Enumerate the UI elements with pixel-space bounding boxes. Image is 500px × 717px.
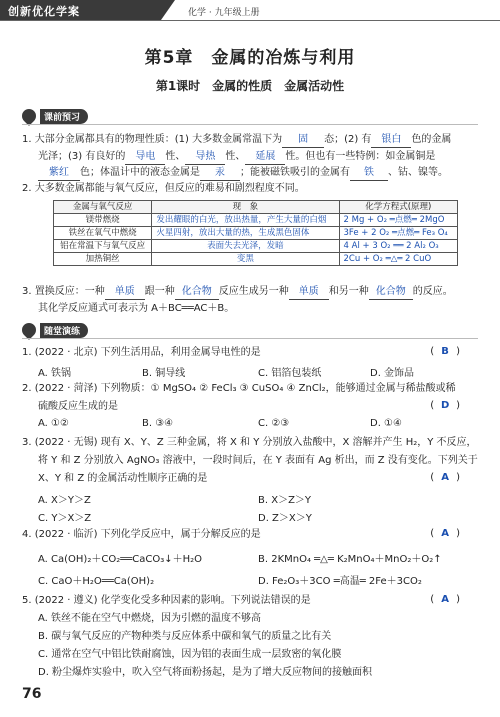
mc5-option: B. 碳与氧气反应的产物种类与反应体系中碳和氧气的质量之比有关 (38, 631, 332, 642)
mc2-answer: ( D ) (430, 400, 460, 411)
pencil-icon (19, 320, 39, 340)
mc3-option: B. X＞Z＞Y (258, 495, 312, 506)
mc2-stem: 2. (2022 · 菏泽) 下列物质：① MgSO₄ ② FeCl₃ ③ CuSO₄ ④ ZnCl₂，能够通过金属与稀盐酸或稀 (22, 383, 456, 394)
mc1-option: A. 铁锅 (38, 368, 72, 379)
course-label: 化学 · 九年级上册 (188, 8, 260, 18)
mc5-option: A. 铁丝不能在空气中燃烧，因为引燃的温度不够高 (38, 613, 262, 624)
q1-line2: 光泽；(3) 有良好的 导电 性、 导热 性、 延展 性。但也有一些特例：如金属铜是 (38, 150, 435, 165)
mc1-option: B. 铜导线 (142, 368, 186, 379)
mc1-stem: 1. (2022 · 北京) 下列生活用品，利用金属导电性的是 (22, 347, 261, 358)
reaction-table (53, 200, 458, 266)
mc2-stem-cont: 硫酸反应生成的是 (38, 401, 118, 412)
mc3-answer: ( A ) (430, 472, 460, 483)
section-practice (22, 322, 88, 338)
brand-title: 创新优化学案 (8, 5, 80, 18)
q1-line3: 紫红 色；体温计中的液态金属是 汞 ；能被磁铁吸引的金属有 铁 、钴、镍等。 (38, 166, 448, 181)
mc3-option: C. Y＞X＞Z (38, 513, 92, 524)
mc4-stem: 4. (2022 · 临沂) 下列化学反应中，属于分解反应的是 (22, 529, 261, 540)
section-preview (22, 108, 88, 124)
q1-blank7: 汞 (200, 166, 240, 181)
chapter-title: 第5章 金属的冶炼与利用 (144, 48, 356, 68)
section-label: 随堂演练 (40, 323, 88, 338)
q3-blank3: 单质 (289, 285, 329, 300)
mc3-stem: 3. (2022 · 无锡) 现有 X、Y、Z 三种金属，将 X 和 Y 分别放入盐酸中，X 溶解并产生 H₂，Y 不反应， (22, 437, 477, 448)
mc2-option: D. ①④ (370, 418, 402, 429)
mc5-option: C. 通常在空气中铝比铁耐腐蚀，因为铝的表面生成一层致密的氧化膜 (38, 649, 342, 660)
table-row: 镁带燃烧 发出耀眼的白光，放出热量，产生大量的白烟 2 Mg + O₂ ═点燃═ 2MgO (54, 214, 458, 227)
q1-blank3: 导电 (125, 150, 165, 165)
mc5-option: D. 粉尘爆炸实验中，吹入空气将面粉扬起，是为了增大反应物间的接触面积 (38, 667, 373, 678)
header-rule (0, 20, 500, 21)
q1-blank4: 导热 (185, 150, 225, 165)
mc3-stem-cont: X、Y 和 Z 的金属活动性顺序正确的是 (38, 473, 208, 484)
mc2-option: B. ③④ (142, 418, 174, 429)
q1-line1: 1. 大部分金属都具有的物理性质：(1) 大多数金属常温下为 固 态；(2) 有 银白 色的金属 (22, 133, 451, 148)
section-label: 课前预习 (40, 109, 88, 124)
q3-blank2: 化合物 (175, 285, 219, 300)
section-divider (22, 338, 478, 339)
mc4-option: C. CaO＋H₂O══Ca(OH)₂ (38, 576, 155, 587)
mc3-stem-cont: 将 Y 和 Z 分别放入 AgNO₃ 溶液中，一段时间后，在 Y 表面有 Ag 析出，而 Z 没有变化。下列关于 (38, 455, 478, 466)
page-number: 76 (22, 686, 42, 702)
mc3-option: A. X＞Y＞Z (38, 495, 91, 506)
table-header-row (54, 201, 458, 214)
mc5-stem: 5. (2022 · 遵义) 化学变化受多种因素的影响。下列说法错误的是 (22, 595, 311, 606)
mc1-option: C. 铝箔包装纸 (258, 368, 322, 379)
table-row: 铝在常温下与氧气反应 表面失去光泽，发暗 4 Al + 3 O₂ ══ 2 Al₂ O₃ (54, 240, 458, 253)
mc3-option: D. Z＞X＞Y (258, 513, 312, 524)
mc4-option: A. Ca(OH)₂＋CO₂══CaCO₃↓＋H₂O (38, 554, 202, 565)
page-header (0, 0, 500, 22)
mc1-answer: ( B ) (430, 346, 460, 357)
q1-blank5: 延展 (245, 150, 285, 165)
section-divider (22, 124, 478, 125)
mc4-option: D. Fe₂O₃＋3CO ═高温═ 2Fe＋3CO₂ (258, 576, 422, 587)
q2-text: 2. 大多数金属都能与氧气反应，但反应的难易和剧烈程度不同。 (22, 183, 305, 194)
lesson-title: 第1课时 金属的性质 金属活动性 (155, 79, 345, 93)
pencil-icon (19, 106, 39, 126)
q1-blank6: 紫红 (38, 166, 80, 181)
q3-line2: 其化学反应通式可表示为 A＋BC══AC＋B。 (38, 303, 235, 314)
q1-blank2: 银白 (371, 133, 411, 148)
q3-blank4: 化合物 (369, 285, 413, 300)
table-header: 现 象 (152, 201, 339, 214)
table-row: 铁丝在氧气中燃烧 火星四射，放出大量的热，生成黑色固体 3Fe + 2 O₂ ═点燃═ Fe₃ O₄ (54, 227, 458, 240)
mc4-answer: ( A ) (430, 528, 460, 539)
q1-blank8: 铁 (350, 166, 388, 181)
q3-line1: 3. 置换反应：一种 单质 跟一种 化合物 反应生成另一种 单质 和另一种 化合物 的反应。 (22, 285, 453, 300)
q3-blank1: 单质 (105, 285, 145, 300)
mc2-option: C. ②③ (258, 418, 290, 429)
mc4-option: B. 2KMnO₄ ═△═ K₂MnO₄＋MnO₂＋O₂↑ (258, 554, 442, 565)
table-header: 化学方程式(原理) (339, 201, 457, 214)
mc1-option: D. 金饰品 (370, 368, 415, 379)
q1-blank1: 固 (282, 133, 324, 148)
mc5-answer: ( A ) (430, 594, 460, 605)
mc2-option: A. ①② (38, 418, 69, 429)
table-row: 加热铜丝 变黑 2Cu + O₂ ═△═ 2 CuO (54, 253, 458, 266)
table-header: 金属与氧气反应 (54, 201, 152, 214)
